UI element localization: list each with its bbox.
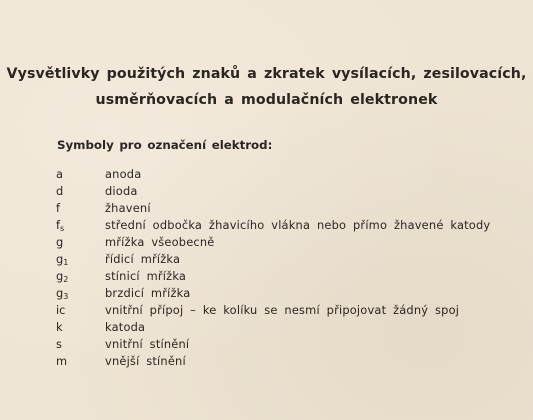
legend-symbol: a (56, 167, 63, 181)
legend-row (0, 201, 533, 218)
legend-symbol: ic (56, 303, 66, 317)
legend-symbol: $g_2$ (56, 269, 69, 284)
legend-description: střední odbočka žhavicího vlákna nebo přímo žhavené katody (105, 218, 491, 232)
page-title-line-1: Vysvětlivky použitých znaků a zkratek vysílacích, zesilovacích, (6, 66, 527, 82)
legend-row (0, 320, 533, 337)
legend-symbol: $f_s$ (56, 218, 65, 233)
legend-symbol: d (56, 184, 64, 198)
legend-row (0, 303, 533, 320)
legend-symbol: $g_1$ (56, 252, 69, 267)
legend-row (0, 167, 533, 184)
legend-symbol: s (56, 337, 62, 351)
legend-symbol: $g_3$ (56, 286, 69, 301)
legend-description: katoda (105, 320, 146, 334)
section-heading: Symboly pro označení elektrod: (57, 138, 273, 152)
legend-symbol: g (56, 235, 64, 249)
legend-description: vnitřní přípoj – ke kolíku se nesmí připojovat žádný spoj (105, 303, 460, 317)
legend-description: anoda (105, 167, 142, 181)
legend-row (0, 286, 533, 303)
legend-description: dioda (105, 184, 138, 198)
legend-row (0, 252, 533, 269)
legend-row (0, 184, 533, 201)
legend-description: vnější stínění (105, 354, 186, 368)
legend-description: mřížka všeobecně (105, 235, 215, 249)
page-title-line-2: usměrňovacích a modulačních elektronek (95, 92, 438, 108)
legend-row (0, 337, 533, 354)
legend-row (0, 235, 533, 252)
legend-symbol: f (56, 201, 61, 215)
legend-row (0, 354, 533, 371)
legend-row (0, 218, 533, 235)
legend-description: řídicí mřížka (105, 252, 181, 266)
legend-symbol: m (56, 354, 68, 368)
legend-row (0, 269, 533, 286)
legend-symbol: k (56, 320, 63, 334)
legend-description: žhavení (105, 201, 151, 215)
legend-description: vnitřní stínění (105, 337, 190, 351)
legend-description: stínicí mřížka (105, 269, 187, 283)
legend-description: brzdicí mřížka (105, 286, 191, 300)
